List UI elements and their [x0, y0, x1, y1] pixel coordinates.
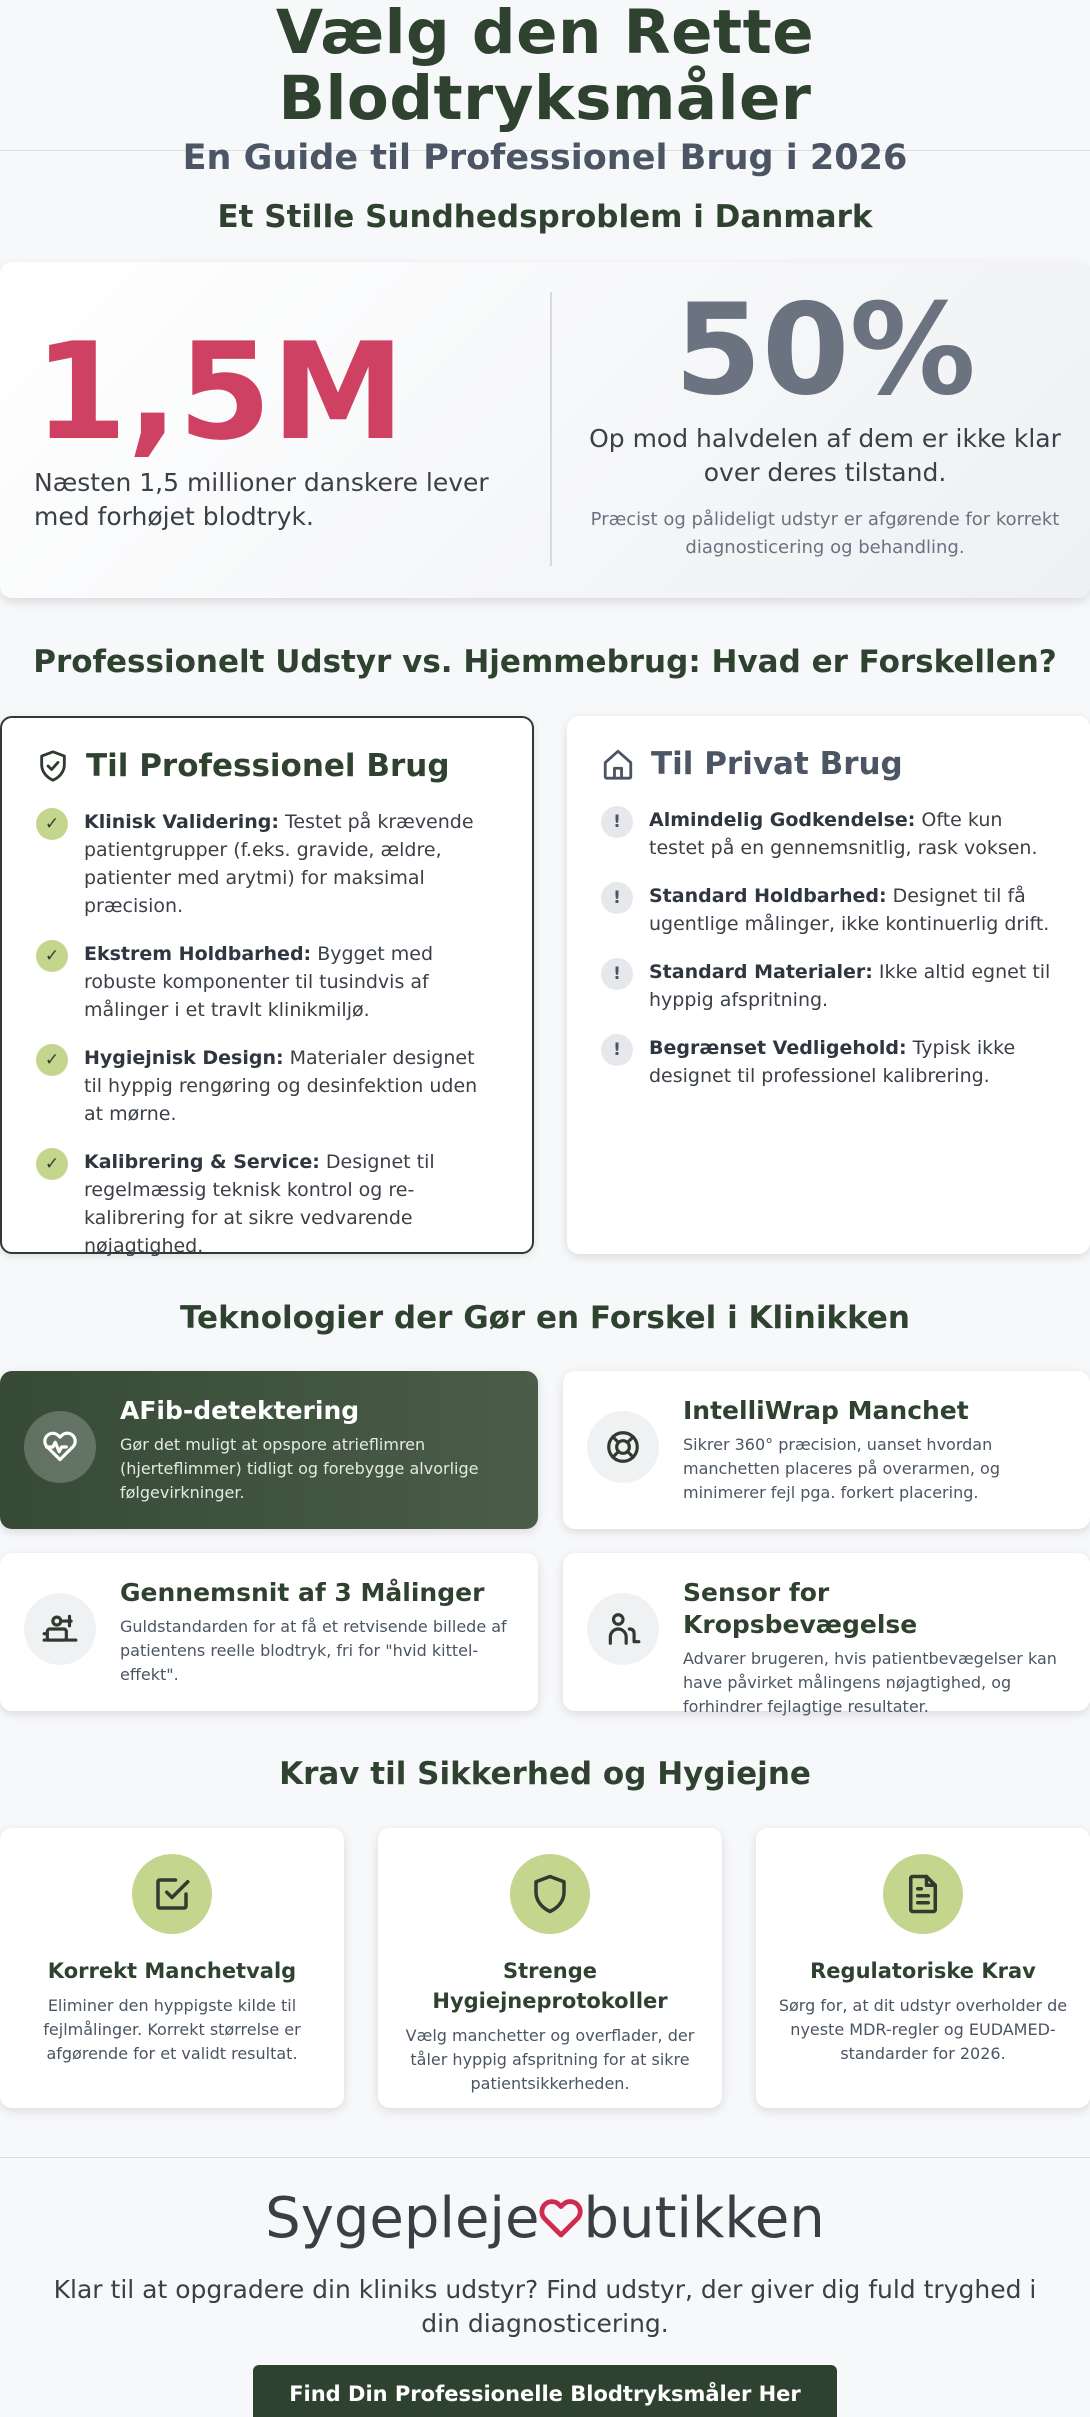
safety-card-regulatory [756, 1828, 1090, 2108]
check-icon: ✓ [36, 1148, 68, 1180]
stats-card [0, 262, 1090, 598]
stat-right-note: Præcist og pålideligt udstyr er afgørende for korrekt diagnosticering og behandling. [590, 509, 1060, 558]
feature-label: Hygiejnisk Design: [84, 1047, 284, 1069]
feature-item [36, 808, 498, 920]
lifebuoy-icon [604, 1428, 642, 1466]
safety-card-desc: Vælg manchetter og overflader, der tåler hyppig afspritning for at sikre patientsikkerheden. [405, 2026, 695, 2093]
tech-section-title: Teknologier der Gør en Forskel i Klinikken [180, 1300, 910, 1336]
stat-right-value: 50% [674, 276, 976, 423]
exclamation-icon: ! [601, 1034, 633, 1066]
tech-card-desc: Sikrer 360° præcision, uanset hvordan manchetten placeres på overarmen, og minimerer fejl pga. forkert placering. [683, 1435, 1000, 1502]
feature-description: Materialer designet til hyppig rengøring og desinfektion uden at mørne. [84, 1047, 478, 1125]
safety-card-title: Strenge Hygiejneprotokoller [432, 1959, 668, 2013]
professional-use-card [0, 716, 534, 1257]
feature-text [84, 1044, 498, 1128]
feature-text [649, 1034, 1056, 1090]
check-icon: ✓ [36, 808, 68, 840]
heart-pulse-icon [41, 1428, 79, 1466]
exclamation-icon: ! [601, 958, 633, 990]
feature-label: Ekstrem Holdbarhed: [84, 943, 312, 965]
tech-card-motion-sensor [563, 1553, 1090, 1716]
feature-description: Testet på krævende patientgrupper (f.eks. gravide, ældre, patienter med arytmi) for maksimal præcision. [84, 811, 474, 917]
document-icon [902, 1873, 944, 1915]
logo-text-right: butikken [583, 2186, 825, 2251]
feature-label: Begrænset Vedligehold: [649, 1037, 907, 1059]
checkbox-icon [151, 1873, 193, 1915]
feature-item [601, 806, 1056, 862]
safety-icon-wrap [883, 1854, 963, 1934]
comparison-section-title: Professionelt Udstyr vs. Hjemmebrug: Hvad er Forskellen? [33, 644, 1057, 680]
professional-card-header [36, 748, 498, 784]
shield-icon [529, 1873, 571, 1915]
feature-description: Designet til regelmæssig teknisk kontrol og re-kalibrering for at sikre vedvarende nøjagtighed. [84, 1151, 435, 1257]
feature-text [84, 1148, 498, 1260]
house-icon [601, 747, 635, 781]
find-monitor-button[interactable]: Find Din Professionelle Blodtryksmåler Her [253, 2365, 837, 2417]
tech-card-title: Gennemsnit af 3 Målinger [120, 1578, 485, 1607]
feature-label: Standard Materialer: [649, 961, 873, 983]
stat-left [34, 314, 494, 534]
tech-card-title: IntelliWrap Manchet [683, 1396, 969, 1425]
check-icon: ✓ [36, 1044, 68, 1076]
footer-cta-text: Klar til at opgradere din kliniks udstyr? Find udstyr, der giver dig fuld tryghed i din diagnosticering. [53, 2275, 1037, 2338]
stat-right-text: Op mod halvdelen af dem er ikke klar over deres tilstand. [589, 424, 1061, 487]
check-icon: ✓ [36, 940, 68, 972]
safety-icon-wrap [510, 1854, 590, 1934]
tech-card-average [0, 1553, 538, 1711]
tech-icon-wrap [24, 1593, 96, 1665]
tech-icon-wrap [587, 1593, 659, 1665]
stats-section-title: Et Stille Sundhedsproblem i Danmark [217, 199, 873, 235]
stat-right [580, 276, 1070, 562]
brand-logo[interactable] [0, 2186, 1090, 2251]
tech-card-afib [0, 1371, 538, 1529]
private-feature-list [601, 806, 1056, 1090]
private-use-card [567, 716, 1090, 1254]
feature-item [36, 940, 498, 1024]
feature-text [84, 808, 498, 920]
private-card-header [601, 746, 1056, 782]
tech-icon-wrap [587, 1411, 659, 1483]
stack-icon [41, 1610, 79, 1648]
feature-description: Designet til få ugentlige målinger, ikke kontinuerlig drift. [649, 885, 1050, 935]
professional-card-title: Til Professionel Brug [86, 748, 450, 784]
safety-icon-wrap [132, 1854, 212, 1934]
feature-label: Kalibrering & Service: [84, 1151, 320, 1173]
private-card-title: Til Privat Brug [651, 746, 903, 782]
safety-card-hygiene [378, 1828, 722, 2108]
page-title: Vælg den Rette Blodtryksmåler [275, 0, 815, 134]
safety-card-title: Regulatoriske Krav [810, 1959, 1036, 1983]
stat-left-text: Næsten 1,5 millioner danskere lever med forhøjet blodtryk. [34, 468, 489, 531]
feature-description: Typisk ikke designet til professionel kalibrering. [649, 1037, 1016, 1087]
feature-description: Ofte kun testet på en gennemsnitlig, rask voksen. [649, 809, 1038, 859]
tech-icon-wrap [24, 1411, 96, 1483]
tech-card-desc: Advarer brugeren, hvis patientbevægelser kan have påvirket målingens nøjagtighed, og forhindrer fejlagtige resultater. [683, 1649, 1057, 1716]
feature-item [601, 882, 1056, 938]
tech-card-desc: Guldstandarden for at få et retvisende billede af patientens reelle blodtryk, fri for "hvid kittel-effekt". [120, 1617, 507, 1684]
safety-card-cuff [0, 1828, 344, 2108]
safety-section-title: Krav til Sikkerhed og Hygiejne [279, 1756, 811, 1792]
feature-item [601, 1034, 1056, 1090]
exclamation-icon: ! [601, 806, 633, 838]
feature-text [649, 958, 1056, 1014]
tech-card-title: Sensor for Kropsbevægelse [683, 1578, 918, 1639]
feature-description: Ikke altid egnet til hyppig afspritning. [649, 961, 1051, 1011]
safety-card-title: Korrekt Manchetvalg [47, 1959, 297, 1983]
tech-card-intelliwrap [563, 1371, 1090, 1529]
tech-card-desc: Gør det muligt at opspore atrieflimren (hjerteflimmer) tidligt og forebygge alvorlige følgevirkninger. [120, 1435, 479, 1502]
feature-label: Standard Holdbarhed: [649, 885, 887, 907]
professional-feature-list [36, 808, 498, 1260]
feature-description: Bygget med robuste komponenter til tusindvis af målinger i et travlt klinikmiljø. [84, 943, 434, 1021]
feature-item [36, 1148, 498, 1260]
person-motion-icon [604, 1610, 642, 1648]
heart-icon [537, 2195, 585, 2243]
feature-label: Almindelig Godkendelse: [649, 809, 916, 831]
page-subtitle: En Guide til Professionel Brug i 2026 [182, 138, 908, 178]
feature-text [84, 940, 498, 1024]
feature-text [649, 882, 1056, 938]
exclamation-icon: ! [601, 882, 633, 914]
safety-card-desc: Sørg for, at dit udstyr overholder de nyeste MDR-regler og EUDAMED-standarder for 2026. [778, 1996, 1068, 2063]
feature-label: Klinisk Validering: [84, 811, 279, 833]
feature-item [36, 1044, 498, 1128]
feature-text [649, 806, 1056, 862]
footer [0, 2157, 1090, 2417]
page-header [0, 0, 1090, 178]
logo-text-left: Sygepleje [265, 2186, 540, 2251]
tech-card-title: AFib-detektering [120, 1396, 360, 1425]
stat-left-value: 1,5M [34, 314, 405, 470]
feature-item [601, 958, 1056, 1014]
safety-card-desc: Eliminer den hyppigste kilde til fejlmålinger. Korrekt størrelse er afgørende for et validt resultat. [43, 1996, 301, 2063]
shield-check-icon [36, 749, 70, 783]
stat-divider [550, 292, 552, 566]
